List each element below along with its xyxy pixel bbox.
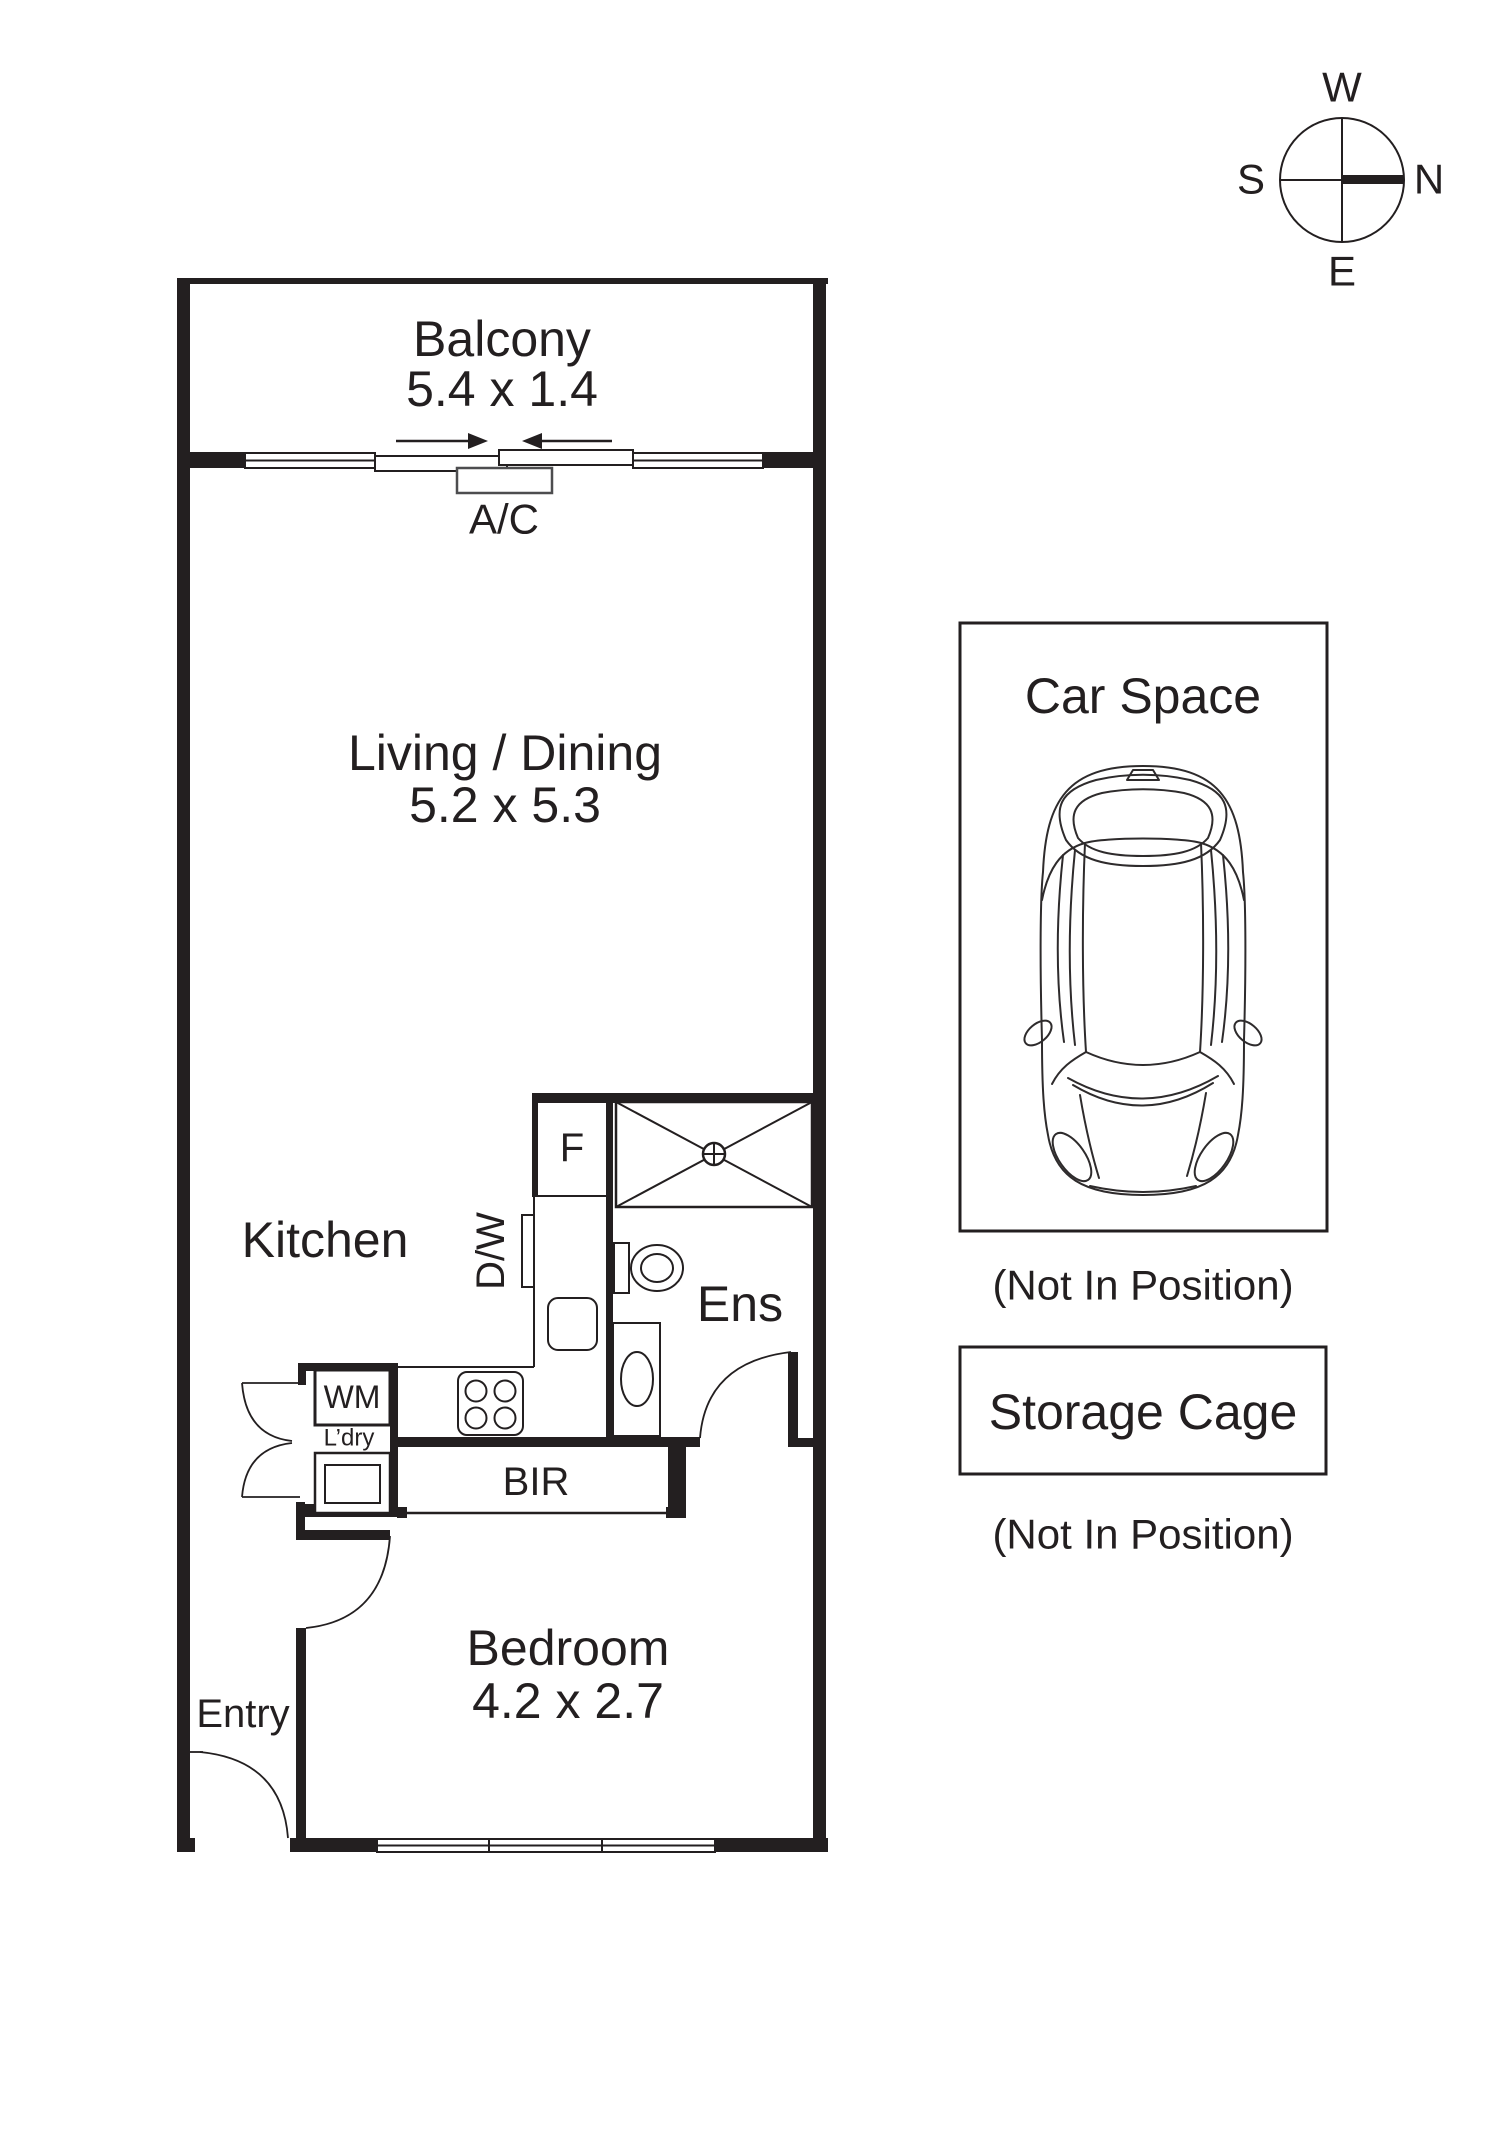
balcony-label: Balcony bbox=[413, 311, 591, 367]
compass bbox=[1237, 64, 1444, 295]
kitchen-south-wall bbox=[397, 1437, 700, 1447]
south-wall-segment-mid bbox=[290, 1838, 377, 1852]
car-body-outline bbox=[1041, 766, 1246, 1195]
ensuite-door-swing-arc bbox=[700, 1352, 791, 1438]
bedroom bbox=[296, 1530, 715, 1852]
living-dining-label: Living / Dining bbox=[347, 725, 663, 781]
entry bbox=[190, 1692, 290, 1838]
entry-label: Entry bbox=[196, 1692, 290, 1736]
storage-cage-title: Storage Cage bbox=[988, 1384, 1298, 1440]
car-space-title: Car Space bbox=[1024, 668, 1262, 724]
entry-door-swing-arc bbox=[200, 1752, 288, 1838]
bedroom-dimensions: 4.2 x 2.7 bbox=[472, 1673, 664, 1729]
compass-east-label: E bbox=[1327, 247, 1357, 295]
toilet-cistern bbox=[614, 1243, 629, 1293]
bir-label: BIR bbox=[502, 1460, 570, 1504]
car-cabin-side-left bbox=[1083, 843, 1086, 1052]
sliding-panel-right bbox=[499, 450, 633, 465]
dishwasher-icon bbox=[522, 1215, 534, 1287]
sink-icon bbox=[548, 1298, 597, 1350]
car-space-note: (Not In Position) bbox=[992, 1261, 1294, 1309]
living-dining-dimensions: 5.2 x 5.3 bbox=[409, 777, 601, 833]
bedroom-label: Bedroom bbox=[466, 1620, 670, 1676]
storage-cage bbox=[960, 1347, 1326, 1558]
toilet-icon bbox=[614, 1243, 683, 1293]
bir-front-cap-left bbox=[397, 1507, 407, 1518]
car-apillar-right bbox=[1200, 1052, 1234, 1084]
kitchen-ensuite-divider-wall bbox=[606, 1093, 613, 1447]
ensuite-south-wall-stub bbox=[796, 1438, 813, 1447]
kitchen-label: Kitchen bbox=[241, 1212, 409, 1268]
washing-machine-label: WM bbox=[323, 1379, 381, 1415]
laundry-tub-icon bbox=[315, 1453, 390, 1513]
compass-north-pointer-icon bbox=[1342, 175, 1404, 184]
fridge-left-wall bbox=[532, 1093, 538, 1197]
wall-stub-right bbox=[763, 452, 813, 468]
bedroom-window bbox=[377, 1839, 715, 1852]
car-cabin-top bbox=[1085, 839, 1201, 844]
ac-label: A/C bbox=[468, 495, 540, 543]
ensuite-door-jamb bbox=[788, 1352, 798, 1447]
south-wall-segment-right bbox=[715, 1838, 828, 1852]
balcony-dimensions: 5.4 x 1.4 bbox=[406, 361, 598, 417]
car-sill-left-1 bbox=[1058, 855, 1064, 1042]
balcony bbox=[190, 311, 813, 543]
arrow-left-head-icon bbox=[522, 433, 542, 449]
ac-unit-icon bbox=[457, 468, 552, 493]
dishwasher-label: D/W bbox=[469, 1212, 513, 1290]
arrow-right-head-icon bbox=[468, 433, 488, 449]
car-mirror-left bbox=[1020, 1016, 1056, 1050]
bedroom-west-wall bbox=[296, 1628, 306, 1838]
built-in-robe bbox=[397, 1445, 686, 1518]
fridge-label: F bbox=[559, 1126, 585, 1170]
east-wall bbox=[813, 278, 826, 1852]
car-windshield-2 bbox=[1073, 1083, 1213, 1106]
car-mirror-right bbox=[1230, 1016, 1266, 1050]
bir-front-cap-right bbox=[666, 1507, 686, 1518]
car-icon bbox=[1020, 766, 1266, 1195]
south-wall-segment-left bbox=[177, 1838, 195, 1852]
car-space bbox=[960, 623, 1327, 1309]
laundry-double-doors bbox=[242, 1383, 300, 1497]
compass-north-label: N bbox=[1413, 155, 1445, 203]
toilet-bowl-outer bbox=[631, 1245, 683, 1291]
car-roof-front-edge bbox=[1086, 1052, 1200, 1065]
compass-west-label: W bbox=[1322, 63, 1362, 111]
wall-stub-left bbox=[190, 452, 245, 468]
sliding-door-arrows-icon bbox=[396, 433, 612, 449]
car-sill-right-1 bbox=[1222, 855, 1228, 1042]
bedroom-door-swing-arc bbox=[306, 1536, 390, 1628]
bedroom-north-wall-stub bbox=[296, 1530, 390, 1540]
vanity-icon bbox=[613, 1323, 660, 1436]
car-sill-left-2 bbox=[1070, 850, 1075, 1045]
storage-cage-note: (Not In Position) bbox=[992, 1510, 1294, 1558]
car-rear-window-inner bbox=[1073, 789, 1212, 856]
west-wall bbox=[177, 278, 190, 1852]
bir-east-wall bbox=[668, 1445, 686, 1510]
car-cabin-side-right bbox=[1200, 843, 1203, 1052]
balcony-north-wall bbox=[177, 278, 828, 284]
laundry-west-stub-top bbox=[298, 1363, 306, 1385]
laundry-door-arc-bottom bbox=[242, 1443, 292, 1497]
laundry-closet bbox=[242, 1363, 398, 1540]
car-sill-right-2 bbox=[1211, 850, 1216, 1045]
ensuite-label: Ens bbox=[696, 1276, 784, 1332]
laundry-label: L’dry bbox=[323, 1424, 375, 1452]
living-dining bbox=[348, 725, 662, 833]
shower-icon bbox=[616, 1102, 812, 1207]
cooktop-icon bbox=[458, 1372, 523, 1435]
compass-south-label: S bbox=[1236, 155, 1266, 203]
laundry-door-arc-top bbox=[242, 1383, 292, 1441]
